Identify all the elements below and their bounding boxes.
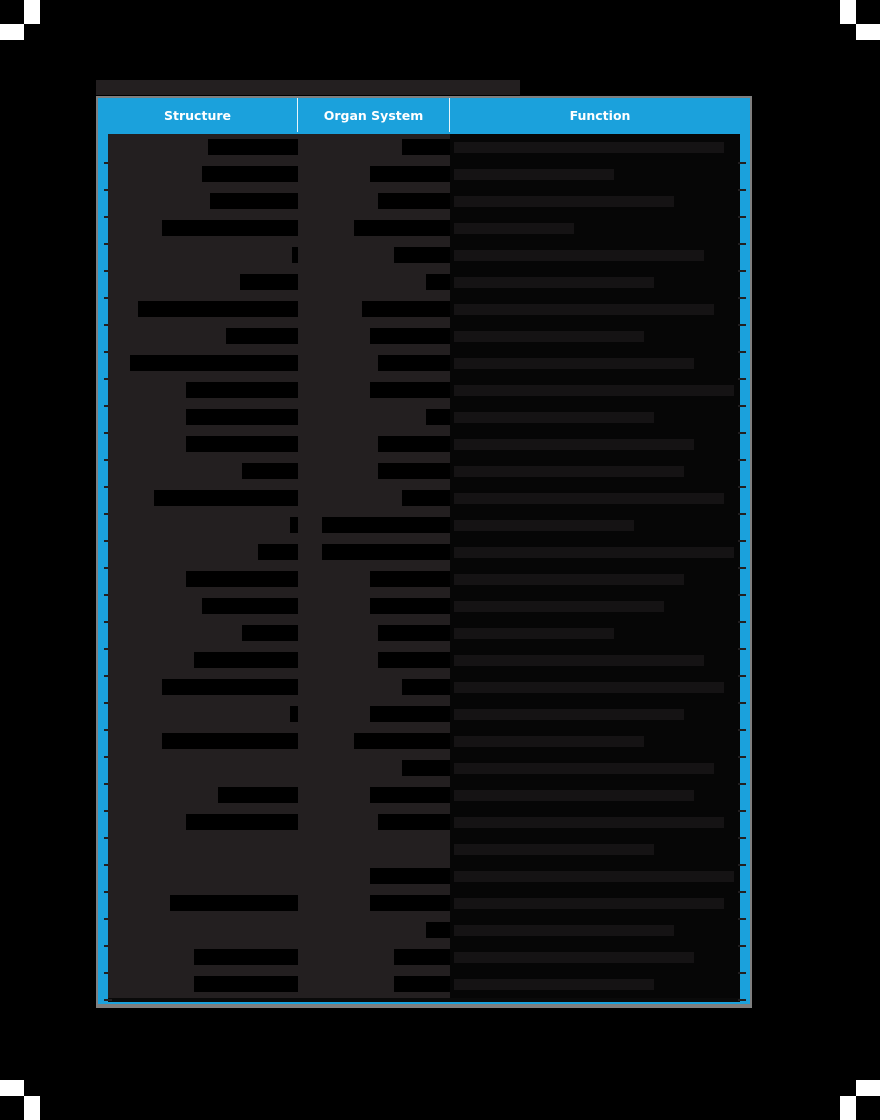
redacted-text-block (194, 949, 298, 965)
table-row (108, 620, 740, 647)
redacted-text-block (186, 814, 298, 830)
redacted-text-block (426, 409, 450, 425)
redacted-text-block (454, 142, 724, 153)
table-header-row (98, 98, 750, 132)
registration-mark-top-right-a (840, 0, 856, 24)
row-divider-tick (738, 756, 746, 758)
function-cell (450, 620, 740, 647)
organ-system-cell (298, 863, 450, 890)
structure-cell (108, 674, 298, 701)
redacted-text-block (402, 679, 450, 695)
organ-system-cell (298, 539, 450, 566)
function-cell (450, 782, 740, 809)
row-divider-tick (104, 216, 112, 218)
row-divider-tick (738, 648, 746, 650)
table-row (108, 836, 740, 863)
row-divider-tick (104, 459, 112, 461)
row-divider-tick (104, 675, 112, 677)
row-divider-tick (738, 999, 746, 1001)
redacted-text-block (454, 547, 734, 558)
table-row (108, 242, 740, 269)
function-cell (450, 269, 740, 296)
organ-system-cell (298, 134, 450, 161)
organ-system-cell (298, 296, 450, 323)
row-divider-tick (738, 513, 746, 515)
row-divider-tick (104, 810, 112, 812)
row-divider-tick (104, 513, 112, 515)
redacted-text-block (454, 493, 724, 504)
row-divider-tick (104, 945, 112, 947)
function-cell (450, 350, 740, 377)
structure-cell (108, 647, 298, 674)
redacted-text-block (370, 571, 450, 587)
function-cell (450, 809, 740, 836)
structure-cell (108, 566, 298, 593)
row-divider-tick (104, 783, 112, 785)
row-divider-tick (738, 729, 746, 731)
redacted-text-block (454, 169, 614, 180)
structure-cell (108, 539, 298, 566)
table-row (108, 701, 740, 728)
row-divider-tick (104, 864, 112, 866)
row-divider-tick (104, 837, 112, 839)
table-row (108, 566, 740, 593)
row-divider-tick (104, 432, 112, 434)
row-divider-tick (738, 324, 746, 326)
row-divider-tick (104, 162, 112, 164)
function-cell (450, 836, 740, 863)
row-divider-tick (738, 810, 746, 812)
row-divider-tick (104, 891, 112, 893)
redacted-text-block (226, 328, 298, 344)
organ-system-cell (298, 890, 450, 917)
row-divider-tick (738, 459, 746, 461)
redacted-text-block (394, 247, 450, 263)
organ-system-cell (298, 809, 450, 836)
redacted-text-block (454, 763, 714, 774)
redacted-text-block (454, 466, 684, 477)
row-divider-tick (104, 486, 112, 488)
row-divider-tick (104, 378, 112, 380)
redacted-text-block (378, 625, 450, 641)
table-row (108, 269, 740, 296)
redacted-text-block (454, 790, 694, 801)
structure-cell (108, 512, 298, 539)
redacted-text-block (370, 166, 450, 182)
function-cell (450, 296, 740, 323)
organ-system-cell (298, 917, 450, 944)
redacted-text-block (454, 736, 644, 747)
registration-mark-bottom-right-a (856, 1080, 880, 1096)
table-row (108, 485, 740, 512)
registration-mark-top-left-b (0, 24, 24, 40)
registration-mark-bottom-left-a (0, 1080, 24, 1096)
structure-cell (108, 188, 298, 215)
redacted-text-block (454, 304, 714, 315)
function-cell (450, 593, 740, 620)
redacted-text-block (378, 463, 450, 479)
organ-system-cell (298, 431, 450, 458)
redacted-text-block (454, 925, 674, 936)
function-cell (450, 242, 740, 269)
redacted-text-block (240, 274, 298, 290)
row-divider-tick (104, 540, 112, 542)
function-cell (450, 971, 740, 998)
function-cell (450, 377, 740, 404)
redacted-text-block (354, 220, 450, 236)
structure-organ-function-table (96, 96, 752, 1008)
function-cell (450, 890, 740, 917)
table-row (108, 134, 740, 161)
redacted-text-block (454, 844, 654, 855)
redacted-text-block (454, 709, 684, 720)
row-divider-tick (738, 864, 746, 866)
row-divider-tick (104, 594, 112, 596)
structure-cell (108, 728, 298, 755)
row-divider-tick (104, 243, 112, 245)
structure-cell (108, 836, 298, 863)
redacted-text-block (354, 733, 450, 749)
table-row (108, 674, 740, 701)
redacted-text-block (370, 706, 450, 722)
redacted-text-block (290, 517, 298, 533)
registration-mark-top-right-b (856, 24, 880, 40)
structure-cell (108, 890, 298, 917)
redacted-text-block (454, 439, 694, 450)
row-divider-tick (738, 216, 746, 218)
redacted-text-block (370, 328, 450, 344)
organ-system-cell (298, 944, 450, 971)
structure-cell (108, 269, 298, 296)
structure-cell (108, 404, 298, 431)
redacted-text-block (402, 760, 450, 776)
row-divider-tick (104, 918, 112, 920)
redacted-text-block (242, 463, 298, 479)
function-cell (450, 728, 740, 755)
function-cell (450, 755, 740, 782)
redacted-text-block (322, 517, 450, 533)
column-header-function: Function (569, 108, 631, 123)
function-cell (450, 647, 740, 674)
redacted-text-block (402, 139, 450, 155)
redacted-text-block (162, 220, 298, 236)
table-row (108, 647, 740, 674)
redacted-text-block (202, 166, 298, 182)
redacted-text-block (138, 301, 298, 317)
function-cell (450, 161, 740, 188)
organ-system-cell (298, 188, 450, 215)
organ-system-cell (298, 404, 450, 431)
structure-cell (108, 458, 298, 485)
redacted-text-block (170, 895, 298, 911)
function-cell (450, 323, 740, 350)
table-row (108, 404, 740, 431)
row-divider-tick (738, 567, 746, 569)
table-inner (98, 98, 750, 1004)
function-cell (450, 485, 740, 512)
redacted-text-block (454, 817, 724, 828)
function-cell (450, 863, 740, 890)
table-row (108, 728, 740, 755)
row-divider-tick (104, 405, 112, 407)
row-divider-tick (738, 270, 746, 272)
organ-system-cell (298, 485, 450, 512)
redacted-text-block (454, 358, 694, 369)
table-row (108, 512, 740, 539)
table-row (108, 863, 740, 890)
row-divider-tick (738, 486, 746, 488)
redacted-text-block (186, 409, 298, 425)
organ-system-cell (298, 971, 450, 998)
organ-system-cell (298, 269, 450, 296)
organ-system-cell (298, 647, 450, 674)
structure-cell (108, 809, 298, 836)
redacted-text-block (454, 250, 704, 261)
redacted-text-block (378, 355, 450, 371)
organ-system-cell (298, 701, 450, 728)
organ-system-cell (298, 836, 450, 863)
table-row (108, 890, 740, 917)
redacted-text-block (454, 628, 614, 639)
redacted-text-block (362, 301, 450, 317)
row-divider-tick (738, 837, 746, 839)
structure-cell (108, 944, 298, 971)
row-divider-tick (738, 675, 746, 677)
redacted-text-block (370, 895, 450, 911)
table-row (108, 188, 740, 215)
redacted-text-block (426, 274, 450, 290)
redacted-text-block (194, 652, 298, 668)
row-divider-tick (738, 783, 746, 785)
structure-cell (108, 296, 298, 323)
redacted-text-block (454, 871, 734, 882)
function-cell (450, 944, 740, 971)
row-divider-tick (104, 351, 112, 353)
function-cell (450, 134, 740, 161)
function-cell (450, 917, 740, 944)
redacted-text-block (258, 544, 298, 560)
row-divider-tick (738, 189, 746, 191)
redacted-text-block (454, 412, 654, 423)
registration-mark-bottom-left-b (24, 1096, 40, 1120)
function-cell (450, 701, 740, 728)
redacted-text-block (130, 355, 298, 371)
redacted-text-block (454, 196, 674, 207)
table-row (108, 593, 740, 620)
organ-system-cell (298, 620, 450, 647)
row-divider-tick (738, 405, 746, 407)
organ-system-cell (298, 782, 450, 809)
redacted-text-block (186, 382, 298, 398)
redacted-text-block (454, 223, 574, 234)
redacted-text-block (454, 277, 654, 288)
function-cell (450, 431, 740, 458)
redacted-text-block (454, 952, 694, 963)
structure-cell (108, 917, 298, 944)
row-divider-tick (738, 378, 746, 380)
structure-cell (108, 701, 298, 728)
structure-cell (108, 485, 298, 512)
redacted-text-block (454, 520, 634, 531)
organ-system-cell (298, 242, 450, 269)
structure-cell (108, 215, 298, 242)
function-cell (450, 215, 740, 242)
structure-cell (108, 431, 298, 458)
row-divider-tick (738, 945, 746, 947)
organ-system-cell (298, 566, 450, 593)
redacted-text-block (208, 139, 298, 155)
row-divider-tick (738, 243, 746, 245)
redacted-text-block (370, 787, 450, 803)
table-row (108, 296, 740, 323)
row-divider-tick (738, 432, 746, 434)
redacted-text-block (162, 733, 298, 749)
function-cell (450, 512, 740, 539)
row-divider-tick (104, 270, 112, 272)
structure-cell (108, 620, 298, 647)
redacted-text-block (290, 706, 298, 722)
organ-system-cell (298, 674, 450, 701)
table-row (108, 458, 740, 485)
function-cell (450, 458, 740, 485)
row-divider-tick (104, 972, 112, 974)
table-row (108, 539, 740, 566)
redacted-text-block (378, 652, 450, 668)
organ-system-cell (298, 728, 450, 755)
row-divider-tick (738, 594, 746, 596)
row-divider-tick (738, 891, 746, 893)
redacted-text-block (378, 814, 450, 830)
structure-cell (108, 593, 298, 620)
row-divider-tick (104, 999, 112, 1001)
organ-system-cell (298, 161, 450, 188)
table-row (108, 431, 740, 458)
row-divider-tick (738, 621, 746, 623)
structure-cell (108, 134, 298, 161)
row-divider-tick (738, 297, 746, 299)
redacted-text-block (394, 976, 450, 992)
structure-cell (108, 350, 298, 377)
structure-cell (108, 971, 298, 998)
row-divider-tick (104, 567, 112, 569)
table-row (108, 971, 740, 998)
redacted-text-block (210, 193, 298, 209)
structure-cell (108, 782, 298, 809)
column-header-structure: Structure (98, 98, 298, 132)
structure-cell (108, 377, 298, 404)
redacted-text-block (454, 655, 704, 666)
row-divider-tick (104, 324, 112, 326)
organ-system-cell (298, 755, 450, 782)
row-divider-tick (104, 297, 112, 299)
structure-cell (108, 161, 298, 188)
table-row (108, 809, 740, 836)
redacted-text-block (162, 679, 298, 695)
structure-cell (108, 863, 298, 890)
redacted-text-block (378, 193, 450, 209)
table-body (108, 134, 740, 1002)
table-row (108, 323, 740, 350)
redacted-text-block (370, 868, 450, 884)
organ-system-cell (298, 323, 450, 350)
redacted-text-block (454, 385, 734, 396)
row-divider-tick (738, 702, 746, 704)
organ-system-cell (298, 458, 450, 485)
redacted-text-block (370, 382, 450, 398)
redacted-text-block (454, 601, 664, 612)
function-cell (450, 674, 740, 701)
organ-system-cell (298, 512, 450, 539)
function-cell (450, 566, 740, 593)
row-divider-tick (104, 702, 112, 704)
redacted-text-block (454, 682, 724, 693)
redacted-text-block (154, 490, 298, 506)
organ-system-cell (298, 593, 450, 620)
table-row (108, 377, 740, 404)
function-cell (450, 404, 740, 431)
table-row (108, 944, 740, 971)
structure-cell (108, 323, 298, 350)
row-divider-tick (738, 540, 746, 542)
redacted-text-block (202, 598, 298, 614)
document-title (96, 80, 520, 95)
structure-cell (108, 755, 298, 782)
row-divider-tick (104, 189, 112, 191)
redacted-text-block (454, 898, 724, 909)
row-divider-tick (738, 351, 746, 353)
organ-system-cell (298, 350, 450, 377)
row-divider-tick (738, 918, 746, 920)
redacted-text-block (218, 787, 298, 803)
row-divider-tick (104, 729, 112, 731)
redacted-text-block (454, 574, 684, 585)
redacted-text-block (378, 436, 450, 452)
table-row (108, 755, 740, 782)
table-row (108, 161, 740, 188)
redacted-text-block (394, 949, 450, 965)
function-cell (450, 539, 740, 566)
redacted-text-block (242, 625, 298, 641)
registration-mark-bottom-right-b (840, 1096, 856, 1120)
row-divider-tick (104, 756, 112, 758)
table-row (108, 350, 740, 377)
redacted-text-block (454, 331, 644, 342)
organ-system-cell (298, 377, 450, 404)
redacted-text-block (426, 922, 450, 938)
row-divider-tick (738, 972, 746, 974)
function-cell (450, 188, 740, 215)
redacted-text-block (402, 490, 450, 506)
redacted-text-block (186, 571, 298, 587)
redacted-text-block (194, 976, 298, 992)
row-divider-tick (104, 648, 112, 650)
table-row (108, 215, 740, 242)
registration-mark-top-left-a (24, 0, 40, 24)
table-row (108, 917, 740, 944)
redacted-text-block (186, 436, 298, 452)
column-header-organ-system: Organ System (298, 98, 450, 132)
row-divider-tick (738, 162, 746, 164)
redacted-text-block (370, 598, 450, 614)
structure-cell (108, 242, 298, 269)
table-row (108, 782, 740, 809)
organ-system-cell (298, 215, 450, 242)
redacted-text-block (322, 544, 450, 560)
row-divider-tick (104, 621, 112, 623)
redacted-text-block (454, 979, 654, 990)
